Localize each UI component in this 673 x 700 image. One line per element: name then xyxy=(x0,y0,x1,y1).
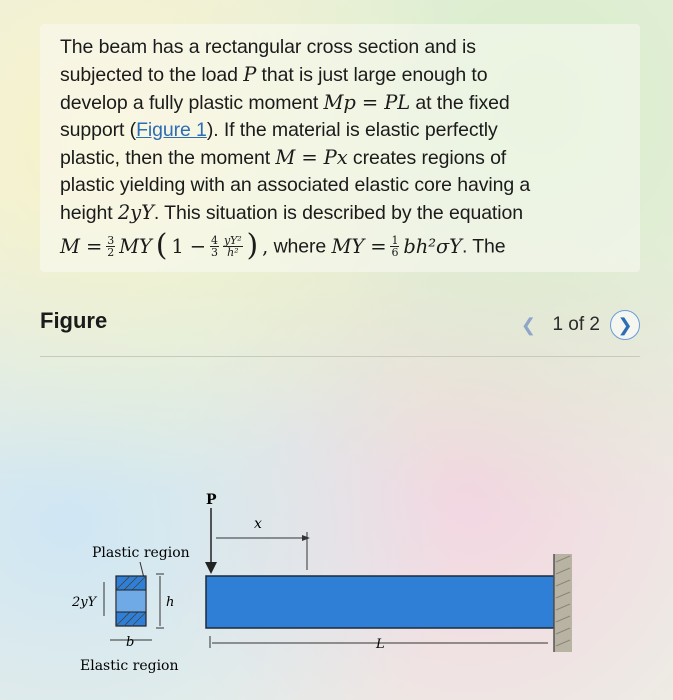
label-x: x xyxy=(254,516,262,532)
eq-mp: Mp = PL xyxy=(323,91,411,114)
line-2-b: that is just large enough to xyxy=(256,64,488,86)
eq-lhs: M = xyxy=(60,234,103,258)
line-4-a: support ( xyxy=(60,119,137,141)
where-text: where xyxy=(268,235,332,258)
label-h: h xyxy=(166,595,175,610)
line-3-a: develop a fully plastic moment xyxy=(60,92,324,114)
frac-den: h² xyxy=(227,245,239,259)
label-plastic-region: Plastic region xyxy=(92,545,190,561)
frac-den: 3 xyxy=(211,245,218,259)
problem-statement xyxy=(60,34,620,261)
paren-close: ) xyxy=(246,228,259,263)
line-6: plastic yielding with an associated elastic core having a xyxy=(60,174,531,196)
frac-den: 2 xyxy=(107,245,115,259)
line-5-b: creates regions of xyxy=(347,147,507,169)
line-4-b: ). If the material is elastic perfectly xyxy=(206,119,498,141)
line-7-b: . This situation is described by the equation xyxy=(153,202,523,224)
line-7-a: height xyxy=(60,202,118,224)
figure-header xyxy=(40,300,640,357)
frac-3-2 xyxy=(106,235,115,258)
label-P: P xyxy=(206,492,217,508)
x-dim-arrow xyxy=(302,535,310,541)
line-1: The beam has a rectangular cross section and is xyxy=(60,36,476,58)
label-elastic-region: Elastic region xyxy=(80,658,179,674)
line-5-a: plastic, then the moment xyxy=(60,147,276,169)
frac-num: 4 xyxy=(211,233,218,247)
frac-num: 3 xyxy=(107,233,115,247)
label-b: b xyxy=(126,635,135,650)
frac-y-h xyxy=(223,235,243,258)
eq-tail: . The xyxy=(461,235,506,258)
beam-diagram xyxy=(0,470,673,700)
figure-pager xyxy=(514,310,640,340)
figure-1-link[interactable]: Figure 1 xyxy=(136,119,207,141)
elastic-core xyxy=(116,590,146,612)
frac-4-3 xyxy=(210,235,219,258)
beam xyxy=(206,576,554,628)
main-equation xyxy=(60,228,269,263)
eq-comma: , xyxy=(262,234,269,258)
label-L: L xyxy=(376,637,385,652)
chevron-right-icon[interactable]: ❯ xyxy=(610,310,640,340)
frac-num: 1 xyxy=(391,233,399,247)
eq-core-height: 2yY xyxy=(117,201,154,224)
paren-open: ( xyxy=(155,228,168,263)
frac-den: 6 xyxy=(391,245,399,259)
my-equation xyxy=(332,233,462,260)
line-3-b: at the fixed xyxy=(410,92,510,114)
frac-1-6 xyxy=(390,235,399,258)
page-indicator: 1 of 2 xyxy=(552,314,600,335)
label-2yY: 2yY xyxy=(72,595,97,610)
eq-moment: M = Px xyxy=(275,146,348,169)
eq-rhs: bh²σY xyxy=(403,234,462,258)
figure-title: Figure xyxy=(40,308,108,333)
eq-my2: MY = xyxy=(331,234,387,258)
symbol-P: P xyxy=(243,63,257,86)
line-2-a: subjected to the load xyxy=(60,64,244,86)
eq-my: MY xyxy=(119,234,152,258)
frac-num: yY² xyxy=(223,233,242,247)
chevron-left-icon[interactable]: ❮ xyxy=(520,314,536,335)
eq-one-minus: 1 − xyxy=(171,234,207,258)
load-arrow-head xyxy=(205,562,217,574)
